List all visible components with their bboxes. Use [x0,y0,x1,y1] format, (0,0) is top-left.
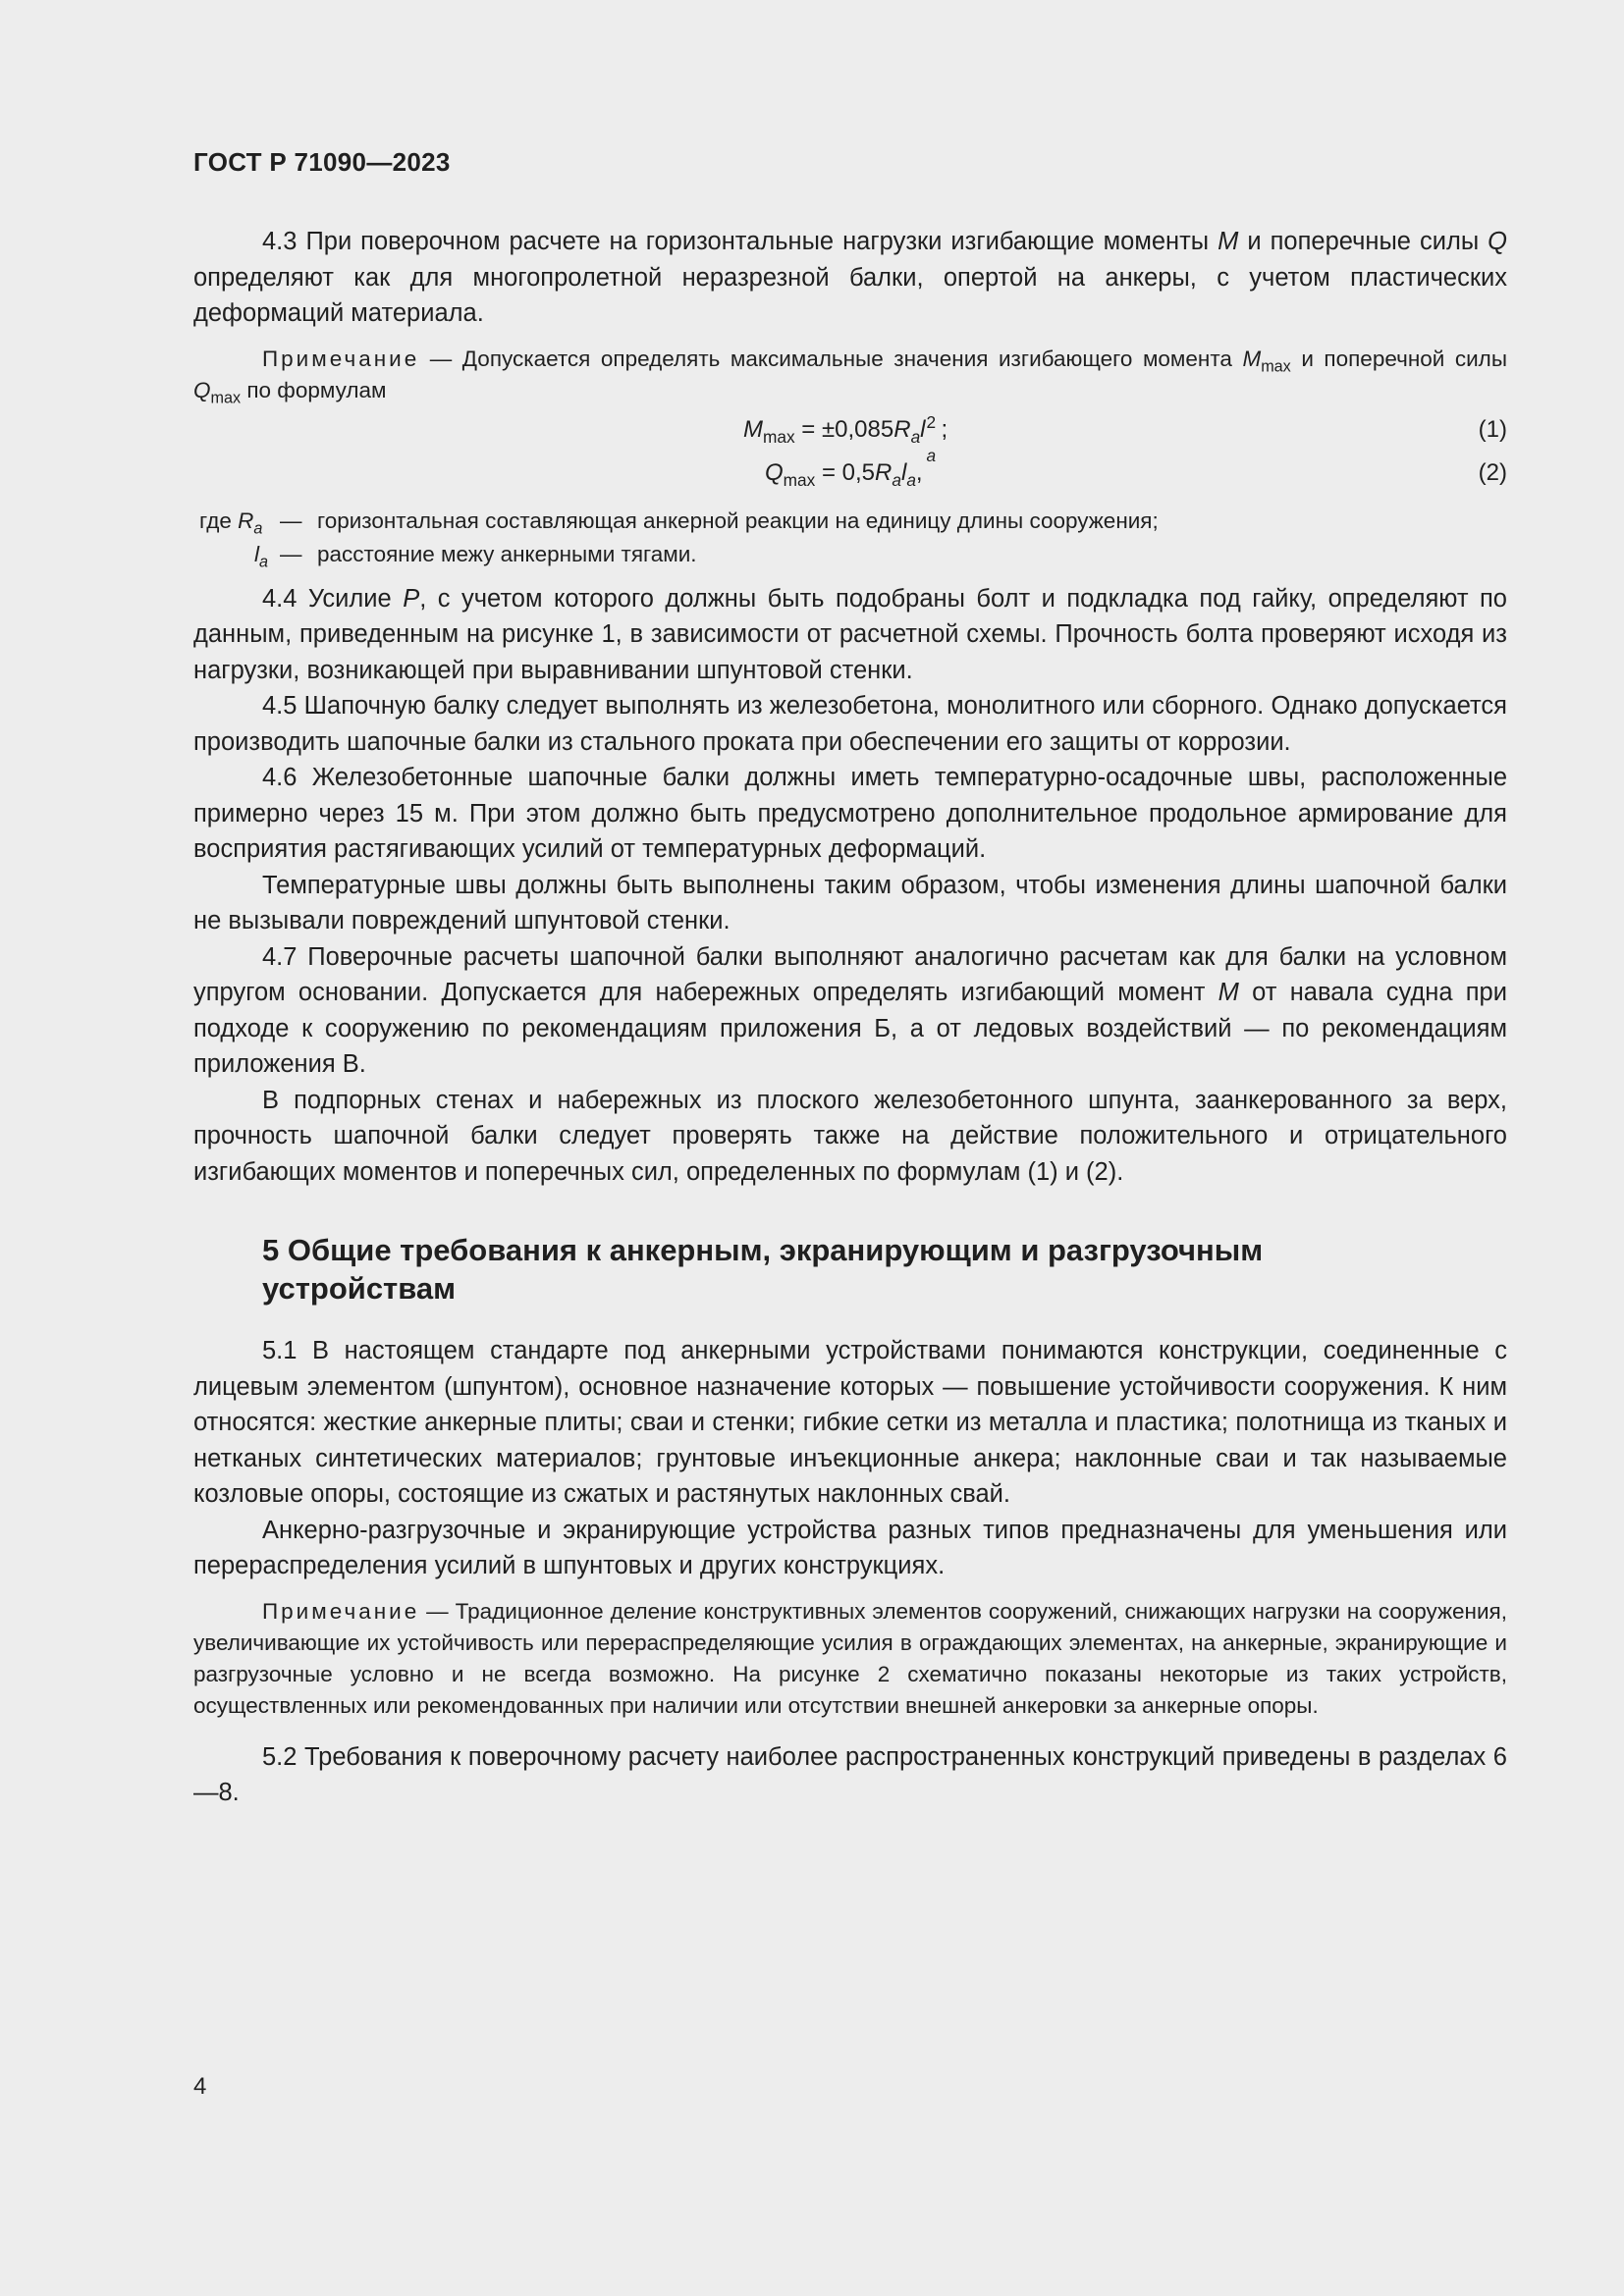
paragraph-5-2: 5.2 Требования к поверочному расчету наиболее распространенных конструкций приведены в разделах 6—8. [193,1742,1507,1806]
formula-2 [193,452,1507,495]
where-definition: расстояние межу анкерными тягами. [317,541,697,566]
note-label: Примечание [262,346,420,371]
note-1: Примечание — Допускается определять максимальные значения изгибающего момента $M_{max}$ и поперечной силы $Q_{max}$ по формулам [193,346,1507,407]
document-body [193,224,1507,1811]
paragraph-5-1-continued: Анкерно-разгрузочные и экранирующие устройства разных типов предназначены для уменьшения или перераспределения усилий в шпунтовых и других конструкциях. [193,1516,1507,1579]
paragraph-4-6-continued: Температурные швы должны быть выполнены таким образом, чтобы изменения длины шапочной балки не вызывали повреждений шпунтовой стенки. [193,871,1507,934]
section-5-title: 5 Общие требования к анкерным, экранирующим и разгрузочным устройствам [262,1233,1264,1306]
note-label: Примечание [262,1598,420,1624]
formula-1 [193,408,1507,465]
formula-2-number: (2) [1478,458,1507,486]
where-definition: горизонтальная составляющая анкерной реакции на единицу длины сооружения; [317,507,1159,533]
where-item: где $R_a$ — горизонтальная составляющая анкерной реакции на единицу длины сооружения; [193,505,1507,538]
note-2: Примечание — Традиционное деление конструктивных элементов сооружений, снижающих нагрузки на сооружения, увеличивающие их устойчивость или перераспределяющие усилия в ограждающих элементах, на анкерные, экранирующие и разгрузочные условно и не всегда возможно. На рисунке 2 схематично показаны некоторые из таких устройств, осуществленных или рекомендованных при наличии или отсутствии внешней анкеровки за анкерные опоры. [193,1598,1507,1718]
formula-1-number: (1) [1478,415,1507,443]
paragraph-4-7-continued: В подпорных стенах и набережных из плоского железобетонного шпунта, заанкерованного за верх, прочность шапочной балки следует проверять также на действие положительного и отрицательного изгибающих моментов и поперечных сил, определенных по формулам (1) и (2). [193,1086,1507,1186]
formula-2-expression: $Q_{max} = 0,5R_al_a$, [765,458,923,490]
where-term: $l_a$ [254,541,269,571]
paragraph-4-7: 4.7 Поверочные расчеты шапочной балки выполняют аналогично расчетам как для балки на условном упругом основании. Допускается для набережных определять изгибающий момент M от навала судна при подходе к сооружению по рекомендациям приложения Б, а от ледовых воздействий — по рекомендациям приложения В. [193,942,1507,1078]
where-term: где $R_a$ [199,507,263,538]
paragraph-4-3: 4.3 При поверочном расчете на горизонтальные нагрузки изгибающие моменты M и поперечные силы Q определяют как для многопролетной неразрезной балки, опертой на анкеры, с учетом пластических деформаций материала. [193,228,1507,327]
page-number: 4 [193,2073,207,2100]
paragraph-4-6: 4.6 Железобетонные шапочные балки должны иметь температурно-осадочные швы, расположенные примерно через 15 м. При этом должно быть предусмотрено дополнительное продольное армирование для восприятия растягивающих усилий от температурных деформаций. [193,764,1507,863]
where-item: $l_a$ — расстояние межу анкерными тягами. [193,538,1507,571]
formula-1-expression: $M_{max} = \pm 0,085R_al$ 2 a ; [743,411,948,465]
paragraph-4-5: 4.5 Шапочную балку следует выполнять из железобетона, монолитного или сборного. Однако допускается производить шапочные балки из стального проката при обеспечении его защиты от коррозии. [193,692,1507,756]
paragraph-4-4: 4.4 Усилие P, с учетом которого должны быть подобраны болт и подкладка под гайку, определяют по данным, приведенным на рисунке 1, в зависимости от расчетной схемы. Прочность болта проверяют исходя из нагрузки, возникающей при выравнивании шпунтовой стенки. [193,584,1507,684]
where-list [193,505,1507,571]
document-header: ГОСТ Р 71090—2023 [193,147,451,177]
paragraph-5-1: 5.1 В настоящем стандарте под анкерными устройствами понимаются конструкции, соединенные с лицевым элементом (шпунтом), основное назначение которых — повышение устойчивости сооружения. К ним относятся: жесткие анкерные плиты; сваи и стенки; гибкие сетки из металла и пластика; полотнища из тканых и нетканых синтетических материалов; грунтовые инъекционные анкера; наклонные сваи и так называемые козловые опоры, состоящие из сжатых и растянутых наклонных свай. [193,1337,1507,1508]
